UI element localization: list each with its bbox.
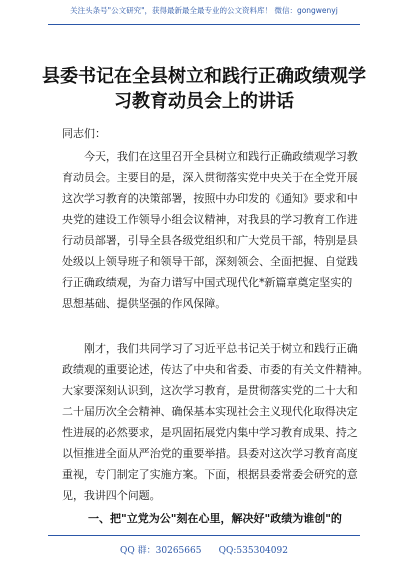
paragraph-2 [62,338,369,506]
document-title [40,64,368,114]
paragraph-line: 行动员部署，引导全县各级党组织和广大党员干部，特别是县 [62,234,358,247]
paragraph-line: 以恒推进全面从严治党的重要举措。县委对这次学习教育高度 [62,447,358,460]
title-line-2: 习教育动员会上的讲话 [114,91,294,112]
paragraph-line: 见，我讲四个问题。 [62,489,161,502]
paragraph-line: 行正确政绩观，为奋力谱写中国式现代化*新篇章奠定坚实的 [62,276,353,289]
paragraph-line: 重视，专门制定了实施方案。下面，根据县委常委会研究的意 [62,468,358,481]
paragraph-line: 刚才，我们共同学习了习近平总书记关于树立和践行正确 [84,342,358,355]
header-divider [48,24,360,25]
paragraph-line: 央党的建设工作领导小组会议精神，对我县的学习教育工作进 [62,213,358,226]
paragraph-line: 政绩观的重要论述，传达了中央和省委、市委的有关文件精神。 [62,363,369,376]
title-line-1: 县委书记在全县树立和践行正确政绩观学 [42,66,366,87]
paragraph-line: 育动员会。主要目的是，深入贯彻落实党中央关于在全党开展 [62,171,358,184]
paragraph-line: 性进展的必然要求，是巩固拓展党内集中学习教育成果、持之 [62,426,358,439]
page-footer: QQ 群：30265665 QQ:535304092 [120,546,288,556]
paragraph-line: 思想基础、提供坚强的作风保障。 [62,297,227,310]
page-header-banner: 关注头条号"公文研究"，获得最新最全最专业的公文资料库！ 微信：gongwenyj [70,6,338,15]
paragraph-line: 今天，我们在这里召开全县树立和践行正确政绩观学习教 [84,150,358,163]
paragraph-line: 大家要深刻认识到，这次学习教育，是贯彻落实党的二十大和 [62,384,358,397]
paragraph-line: 二十届历次全会精神、确保基本实现社会主义现代化取得决定 [62,405,358,418]
footer-divider [48,535,360,536]
paragraph-1 [62,146,358,314]
paragraph-line: 这次学习教育的决策部署，按照中办印发的《通知》要求和中 [62,192,358,205]
section-heading-1: 一、把"立党为公"刻在心里，解决好"政绩为谁创"的 [88,512,342,525]
paragraph-line: 处级以上领导班子和领导干部，深刻领会、全面把握、自觉践 [62,255,358,268]
salutation: 同志们： [62,127,106,140]
